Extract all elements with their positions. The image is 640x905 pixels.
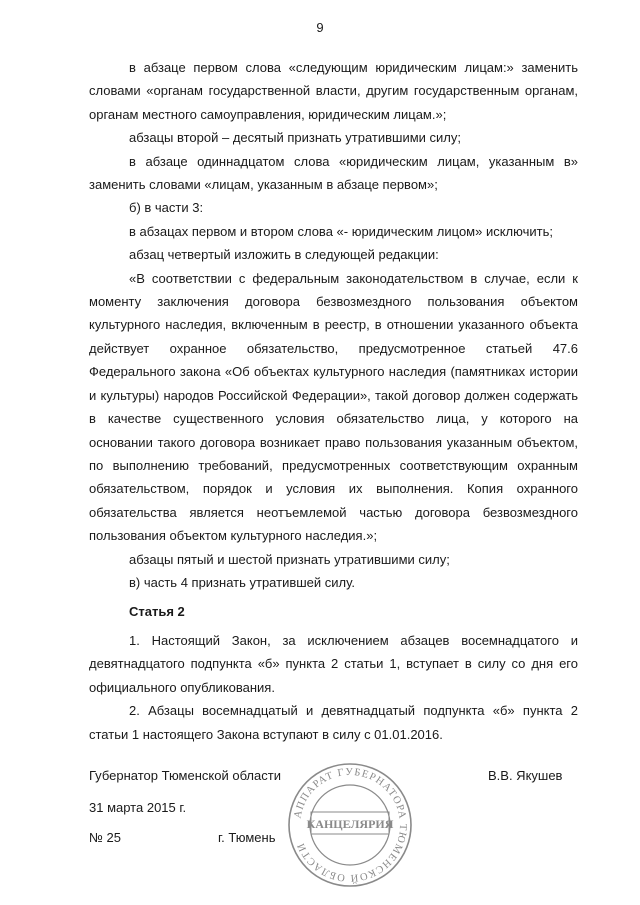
article-1-tail <box>89 56 578 594</box>
office-stamp <box>285 760 415 890</box>
article-2-heading: Статья 2 <box>129 604 185 619</box>
paragraph: в) часть 4 признать утратившей силу. <box>129 574 355 590</box>
paragraph: в абзаце первом слова «следующим юридическим лицам:» заменить словами «органам государственной власти, другим государственным органам, органам местного самоуправления, юридическим лицам.»; <box>89 60 578 122</box>
paragraph: в абзацах первом и втором слова «- юридическим лицом» исключить; <box>129 223 553 239</box>
paragraph: 1. Настоящий Закон, за исключением абзацев восемнадцатого и девятнадцатого подпункта «б» пункта 2 статьи 1, вступает в силу со дня его официального опубликования. <box>89 633 578 695</box>
signatory-name: В.В. Якушев <box>488 768 563 783</box>
svg-text:АППАРАТ ГУБЕРНАТОРА ТЮМЕНСКОЙ: АППАРАТ ГУБЕРНАТОРА ТЮМЕНСКОЙ ОБЛАСТИ <box>292 766 409 884</box>
signing-city: г. Тюмень <box>218 830 276 845</box>
law-number: № 25 <box>89 830 122 845</box>
paragraph: «В соответствии с федеральным законодательством в случае, если к моменту заключения договора безвозмездного пользования объектом культурного наследия, включенным в реестр, в отношении указанного объекта действует охранное обязательство, предусмотренное статьей 47.6 Федерального закона «Об объектах культурного наследия (памятниках истории и культуры) народов Российской Федерации», такой договор должен содержать в качестве существенного условия обязательство лица, у которого на основании такого договора возникает право пользования указанным объектом, по выполнению требований, предусмотренных соответствующим охранным обязательством, порядок и условия их выполнения. Копия охранного обязательства является неотъемлемой частью договора безвозмездного пользования объектом культурного наследия.»; <box>89 270 578 544</box>
paragraph: б) в части 3: <box>129 200 204 216</box>
signing-date: 31 марта 2015 г. <box>89 800 187 815</box>
paragraph: 2. Абзацы восемнадцатый и девятнадцатый подпункта «б» пункта 2 статьи 1 настоящего Закона вступают в силу с 01.01.2016. <box>89 703 578 742</box>
paragraph: абзацы второй – десятый признать утратившими силу; <box>129 130 462 146</box>
stamp-seal-graphic <box>285 760 415 890</box>
signatory-position: Губернатор Тюменской области <box>89 768 281 783</box>
page-number: 9 <box>316 20 324 35</box>
paragraph: абзац четвертый изложить в следующей редакции: <box>129 247 439 263</box>
svg-text:КАНЦЕЛЯРИЯ: КАНЦЕЛЯРИЯ <box>306 817 394 831</box>
paragraph: в абзаце одиннадцатом слова «юридическим лицам, указанным в» заменить словами «лицам, указанным в абзаце первом»; <box>89 153 578 193</box>
article-2-body <box>89 629 578 746</box>
paragraph: абзацы пятый и шестой признать утратившими силу; <box>129 551 450 567</box>
